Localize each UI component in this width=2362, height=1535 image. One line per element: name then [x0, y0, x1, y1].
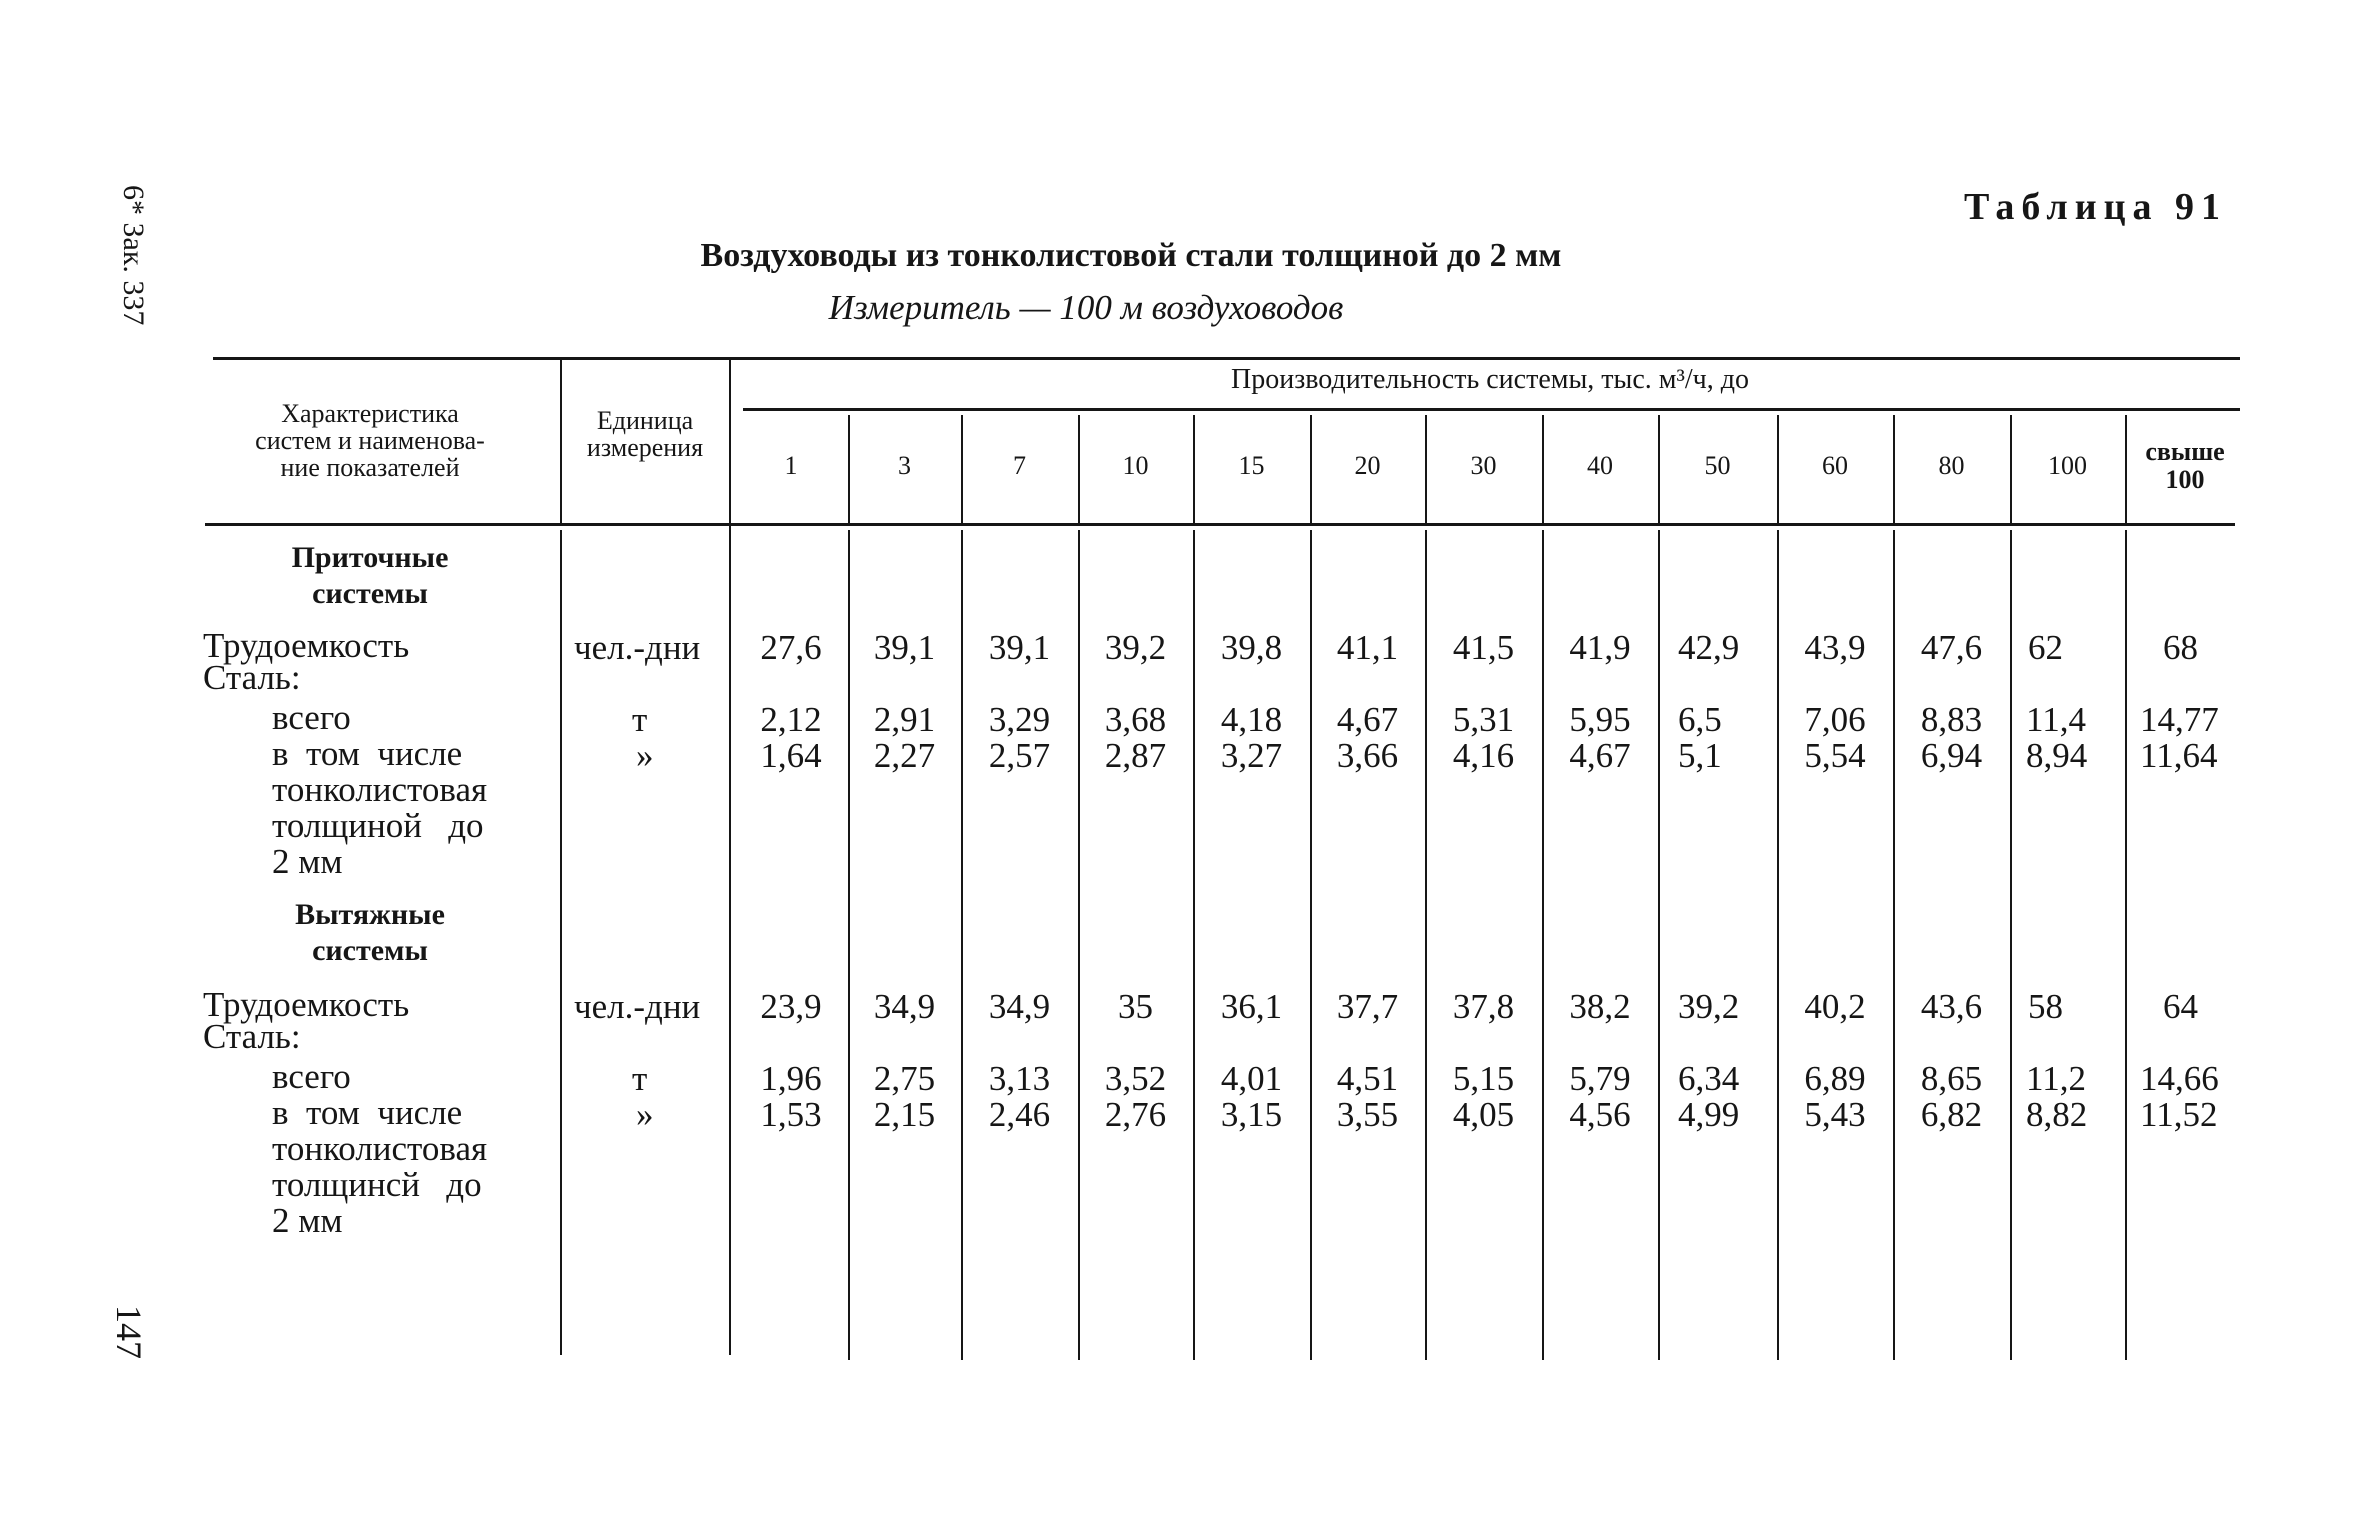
value-incl: 5,1: [1678, 736, 1722, 775]
value-labor: 34,9: [988, 987, 1051, 1026]
value-incl: 2,46: [988, 1095, 1051, 1134]
header-characteristic-line: Характеристика: [281, 399, 459, 428]
value-total: 14,66: [2140, 1059, 2219, 1098]
rule-top: [213, 357, 2240, 360]
value-labor: 40,2: [1804, 987, 1866, 1026]
value-labor: 39,1: [988, 628, 1051, 667]
value-total: 1,96: [760, 1059, 822, 1098]
value-incl: 2,57: [988, 736, 1051, 775]
value-total: 2,12: [760, 700, 822, 739]
header-column-11: 80: [1938, 451, 1965, 480]
value-labor: 62: [2028, 628, 2063, 667]
table-number: Таблица 91: [1963, 186, 2227, 228]
header-column-12: 100: [2048, 451, 2087, 480]
value-incl: 1,64: [760, 736, 822, 775]
value-total: 6,89: [1804, 1059, 1866, 1098]
row-label-steel: Сталь:: [203, 1017, 301, 1056]
value-total: 4,51: [1336, 1059, 1399, 1098]
row-label-incl-line: тонколистовая: [272, 1129, 488, 1168]
value-total: 6,5: [1678, 700, 1722, 739]
value-labor: 41,1: [1336, 628, 1399, 667]
value-total: 3,68: [1104, 700, 1167, 739]
value-labor: 36,1: [1220, 987, 1283, 1026]
value-total: 3,13: [988, 1059, 1051, 1098]
section-title-line: системы: [312, 934, 428, 967]
value-incl: 8,94: [2026, 736, 2088, 775]
unit-incl: »: [636, 736, 654, 775]
value-incl: 8,82: [2026, 1095, 2088, 1134]
value-total: 3,29: [988, 700, 1051, 739]
row-label-incl-line: тонколистовая: [272, 770, 488, 809]
unit-total: т: [632, 1059, 648, 1098]
value-incl: 4,16: [1452, 736, 1515, 775]
value-incl: 11,64: [2140, 736, 2218, 775]
col-divider-label: [560, 360, 562, 523]
rule-header-bottom: [205, 523, 2235, 526]
row-label-steel: Сталь:: [203, 658, 301, 697]
value-incl: 1,53: [760, 1095, 822, 1134]
unit-total: т: [632, 700, 648, 739]
value-labor: 38,2: [1569, 987, 1631, 1026]
value-total: 11,2: [2026, 1059, 2086, 1098]
value-total: 11,4: [2026, 700, 2086, 739]
header-column-line: свыше: [2145, 437, 2225, 466]
value-labor: 35: [1118, 987, 1153, 1026]
col-divider: [1658, 530, 1660, 1360]
value-labor: 43,9: [1804, 628, 1866, 667]
row-label-incl-line: в том числе: [272, 1093, 463, 1132]
col-divider: [2010, 530, 2012, 1360]
header-column-2: 3: [898, 451, 911, 480]
value-total: 8,83: [1920, 700, 1983, 739]
value-incl: 4,67: [1569, 736, 1631, 775]
value-incl: 2,27: [873, 736, 936, 775]
value-total: 14,77: [2140, 700, 2219, 739]
value-labor: 41,5: [1452, 628, 1515, 667]
value-labor: 39,8: [1220, 628, 1283, 667]
value-labor: 39,2: [1678, 987, 1740, 1026]
section-title: [200, 897, 540, 969]
header-column-8: 40: [1587, 451, 1613, 480]
section-title-line: системы: [312, 577, 428, 610]
value-labor: 43,6: [1920, 987, 1983, 1026]
col-divider-label-body: [560, 530, 562, 1355]
table-title: [0, 237, 2362, 275]
value-labor: 37,7: [1336, 987, 1399, 1026]
value-total: 5,95: [1569, 700, 1631, 739]
col-divider-unit: [729, 360, 731, 1355]
value-total: 5,31: [1452, 700, 1515, 739]
value-total: 5,79: [1569, 1059, 1631, 1098]
value-incl: 4,05: [1452, 1095, 1515, 1134]
value-incl: 5,54: [1804, 736, 1866, 775]
table-unit-text: Измеритель — 100 м воздуховодов: [828, 288, 1344, 327]
section-title-line: Вытяжные: [295, 898, 445, 931]
value-incl: 3,27: [1220, 736, 1283, 775]
value-total: 7,06: [1804, 700, 1866, 739]
value-labor: 34,9: [873, 987, 936, 1026]
row-label-incl-line: 2 мм: [272, 1201, 343, 1240]
value-incl: 6,82: [1920, 1095, 1983, 1134]
header-unit: [565, 407, 725, 461]
value-total: 5,15: [1452, 1059, 1515, 1098]
value-labor: 23,9: [760, 987, 822, 1026]
section-title-line: Приточные: [291, 541, 449, 574]
value-total: 6,34: [1678, 1059, 1740, 1098]
value-total: 2,75: [873, 1059, 936, 1098]
row-label-labor: Трудоемкость: [203, 985, 410, 1024]
header-unit-line: измерения: [586, 433, 704, 462]
row-label-total: всего: [272, 1057, 351, 1096]
row-label-incl-line: толщинсй до: [272, 1165, 482, 1204]
header-column-line: 100: [2165, 465, 2205, 494]
header-column-5: 15: [1238, 451, 1265, 480]
table-title-text: Воздуховоды из тонколистовой стали толщиной до 2 мм: [700, 237, 1562, 274]
header-column-9: 50: [1704, 451, 1731, 480]
section-title: [200, 540, 540, 612]
value-total: 2,91: [873, 700, 936, 739]
header-column-13: [2125, 438, 2245, 494]
header-unit-line: Единица: [596, 406, 694, 435]
table-unit: [0, 288, 2362, 328]
header-characteristic-line: систем и наименова-: [255, 426, 485, 455]
header-column-3: 7: [1013, 451, 1026, 480]
value-labor: 64: [2163, 987, 2198, 1026]
row-label-incl: [272, 736, 522, 880]
rule-capacity: [743, 408, 2240, 411]
value-incl: 6,94: [1920, 736, 1983, 775]
row-label-incl-line: толщиной до: [272, 806, 484, 845]
header-column-1: 1: [784, 451, 798, 480]
header-column-6: 20: [1354, 451, 1381, 480]
row-label-incl-line: 2 мм: [272, 842, 343, 881]
value-incl: 11,52: [2140, 1095, 2218, 1134]
row-label-incl-line: в том числе: [272, 734, 463, 773]
header-characteristic-line: ние показателей: [280, 453, 460, 482]
header-column-10: 60: [1822, 451, 1848, 480]
row-label-labor: Трудоемкость: [203, 626, 410, 665]
value-total: 3,52: [1104, 1059, 1167, 1098]
value-incl: 3,15: [1220, 1095, 1283, 1134]
value-labor: 27,6: [760, 628, 822, 667]
value-labor: 39,2: [1104, 628, 1167, 667]
value-incl: 4,99: [1678, 1095, 1740, 1134]
value-labor: 47,6: [1920, 628, 1983, 667]
value-total: 4,01: [1220, 1059, 1283, 1098]
header-characteristic: [200, 400, 540, 481]
value-total: 8,65: [1920, 1059, 1983, 1098]
margin-order-note: 6* Зак. 337: [117, 185, 150, 326]
unit-incl: »: [636, 1095, 654, 1134]
value-total: 4,18: [1220, 700, 1283, 739]
value-incl: 5,43: [1804, 1095, 1866, 1134]
unit-labor: чел.-дни: [574, 987, 701, 1026]
value-incl: 2,76: [1104, 1095, 1167, 1134]
header-capacity: Производительность системы, тыс. м³/ч, до: [1231, 364, 1749, 395]
value-incl: 3,55: [1336, 1095, 1399, 1134]
header-column-7: 30: [1470, 451, 1497, 480]
value-total: 4,67: [1336, 700, 1399, 739]
value-labor: 42,9: [1678, 628, 1740, 667]
value-labor: 37,8: [1452, 987, 1515, 1026]
header-column-4: 10: [1122, 451, 1149, 480]
row-label-incl: [272, 1095, 522, 1239]
value-incl: 4,56: [1569, 1095, 1631, 1134]
value-labor: 68: [2163, 628, 2198, 667]
value-labor: 39,1: [873, 628, 936, 667]
row-label-total: всего: [272, 698, 351, 737]
value-labor: 58: [2028, 987, 2063, 1026]
value-incl: 3,66: [1336, 736, 1399, 775]
page-number: 147: [109, 1305, 149, 1359]
value-incl: 2,87: [1104, 736, 1167, 775]
value-labor: 41,9: [1569, 628, 1631, 667]
value-incl: 2,15: [873, 1095, 936, 1134]
unit-labor: чел.-дни: [574, 628, 701, 667]
